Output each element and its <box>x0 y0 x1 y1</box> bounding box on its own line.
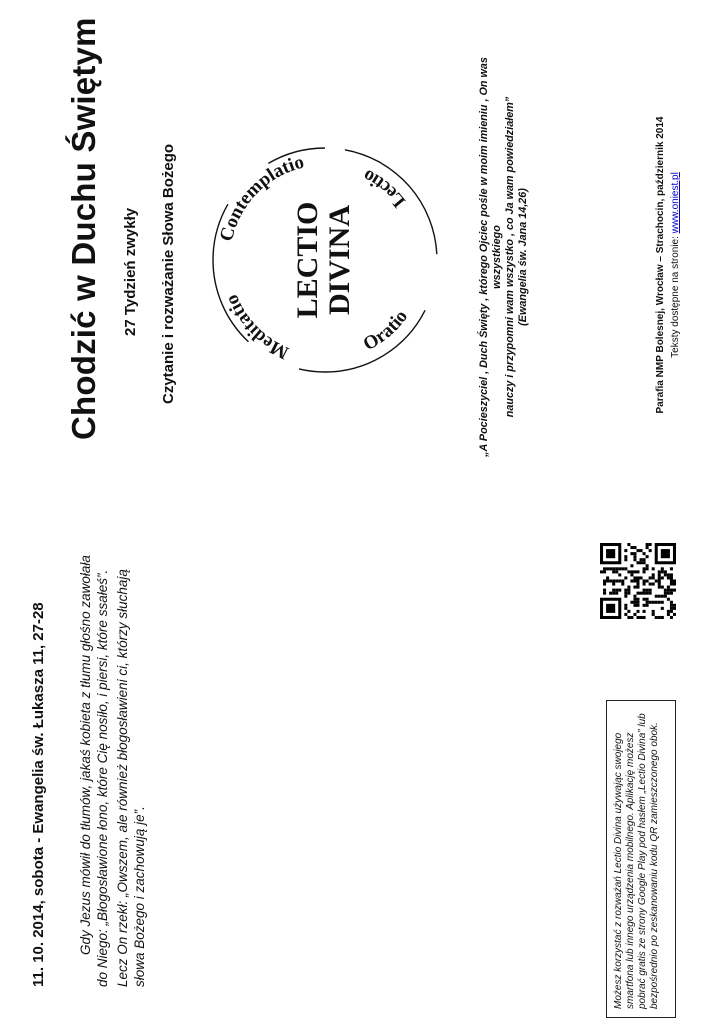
qr-module <box>670 592 673 595</box>
qr-module <box>658 579 661 582</box>
qr-module <box>630 570 633 573</box>
qr-module <box>658 601 661 604</box>
qr-module <box>633 570 636 573</box>
qr-module <box>624 549 627 552</box>
qr-module <box>624 604 627 607</box>
qr-module <box>652 576 655 579</box>
qr-module <box>661 607 664 610</box>
qr-module <box>673 589 676 592</box>
qr-module <box>627 589 630 592</box>
qr-module <box>652 573 655 576</box>
qr-module <box>673 613 676 616</box>
qr-module <box>606 604 615 613</box>
qr-module <box>600 570 603 573</box>
qr-module <box>670 589 673 592</box>
qr-module <box>658 573 661 576</box>
qr-module <box>618 567 621 570</box>
qr-module <box>670 601 673 604</box>
qr-module <box>646 567 649 570</box>
qr-module <box>630 564 633 567</box>
qr-module <box>636 583 639 586</box>
qr-module <box>655 601 658 604</box>
qr-module <box>627 570 630 573</box>
logo-center-lectio: LECTIO <box>291 201 324 319</box>
qr-module <box>636 576 639 579</box>
qr-module <box>670 610 673 613</box>
qr-module <box>667 598 670 601</box>
qr-module <box>643 583 646 586</box>
qr-module <box>612 583 615 586</box>
qr-module <box>643 579 646 582</box>
qr-module <box>633 613 636 616</box>
qr-module <box>633 604 636 607</box>
qr-module <box>627 543 630 546</box>
website-info <box>670 105 681 425</box>
qr-module <box>636 592 639 595</box>
qr-module <box>658 576 661 579</box>
qr-module <box>670 616 673 619</box>
qr-module <box>609 567 612 570</box>
qr-module <box>667 592 670 595</box>
qr-module <box>627 586 630 589</box>
qr-module <box>652 613 655 616</box>
qr-module <box>649 549 652 552</box>
qr-module <box>606 576 609 579</box>
qr-module <box>612 592 615 595</box>
qr-module <box>643 561 646 564</box>
qr-module <box>633 579 636 582</box>
qr-module <box>670 576 673 579</box>
qr-module <box>664 595 667 598</box>
quote-line-1: „A Pocieszyciel , Duch Święty , którego Ojciec pośle w moim imieniu , On was wszystkiego <box>478 57 503 457</box>
qr-module <box>649 543 652 546</box>
qr-module <box>621 583 624 586</box>
qr-module <box>606 579 609 582</box>
qr-module <box>633 601 636 604</box>
qr-module <box>646 579 649 582</box>
qr-module <box>633 595 636 598</box>
qr-module <box>655 595 658 598</box>
qr-module <box>640 558 643 561</box>
qr-module <box>643 570 646 573</box>
qr-module <box>673 583 676 586</box>
qr-module <box>646 555 649 558</box>
qr-module <box>661 570 664 573</box>
qr-module <box>624 613 627 616</box>
qr-module <box>627 592 630 595</box>
qr-module <box>670 567 673 570</box>
qr-module <box>661 601 664 604</box>
qr-module <box>636 610 639 613</box>
qr-module <box>624 589 627 592</box>
subtitle: Czytanie i rozważanie Słowa Bożego <box>160 143 177 404</box>
qr-module <box>612 567 615 570</box>
qr-module <box>630 601 633 604</box>
qr-module <box>603 583 606 586</box>
qr-module <box>603 567 606 570</box>
qr-module <box>646 604 649 607</box>
qr-module <box>624 595 627 598</box>
qr-module <box>643 598 646 601</box>
qr-module <box>615 589 618 592</box>
qr-module <box>633 586 636 589</box>
qr-module <box>658 595 661 598</box>
qr-module <box>646 598 649 601</box>
qr-module <box>664 573 667 576</box>
qr-module <box>624 576 627 579</box>
qr-code[interactable] <box>600 543 676 619</box>
qr-module <box>670 607 673 610</box>
qr-module <box>658 616 661 619</box>
qr-module <box>667 586 670 589</box>
qr-module <box>643 610 646 613</box>
qr-module <box>627 616 630 619</box>
logo-word-oratio: Oratio <box>359 306 413 356</box>
qr-module <box>658 570 661 573</box>
qr-module <box>630 552 633 555</box>
qr-module <box>633 552 636 555</box>
qr-module <box>643 604 646 607</box>
qr-module <box>673 579 676 582</box>
qr-module <box>630 546 633 549</box>
scripture-quote <box>478 32 530 482</box>
qr-module <box>661 576 664 579</box>
qr-module <box>636 579 639 582</box>
qr-module <box>655 579 658 582</box>
qr-module <box>618 573 621 576</box>
qr-module <box>636 570 639 573</box>
qr-module <box>661 616 664 619</box>
qr-module <box>667 613 670 616</box>
qr-module <box>603 570 606 573</box>
qr-module <box>643 592 646 595</box>
qr-module <box>624 607 627 610</box>
qr-module <box>658 586 661 589</box>
qr-module <box>624 567 627 570</box>
gospel-text <box>77 547 148 987</box>
qr-module <box>661 549 670 558</box>
qr-module <box>618 579 621 582</box>
qr-module <box>658 583 661 586</box>
qr-module <box>633 546 636 549</box>
qr-module <box>667 573 670 576</box>
qr-module <box>673 607 676 610</box>
qr-module <box>603 589 606 592</box>
qr-module <box>673 604 676 607</box>
qr-module <box>627 610 630 613</box>
qr-module <box>633 576 636 579</box>
qr-module <box>643 589 646 592</box>
qr-module <box>643 567 646 570</box>
qr-module <box>643 616 646 619</box>
qr-module <box>646 601 649 604</box>
qr-module <box>649 592 652 595</box>
qr-module <box>630 579 633 582</box>
gospel-paragraph-2: Lecz On rzekł: „Owszem, ale również błogosławieni ci, którzy słuchają słowa Bożego i zachowują je”. <box>115 569 147 987</box>
qr-module <box>640 549 643 552</box>
qr-module <box>652 567 655 570</box>
qr-module <box>670 583 673 586</box>
qr-module <box>636 549 639 552</box>
qr-module <box>670 604 673 607</box>
qr-module <box>612 570 615 573</box>
qr-module <box>652 610 655 613</box>
qr-module <box>640 561 643 564</box>
qr-module <box>670 579 673 582</box>
qr-module <box>615 592 618 595</box>
qr-module <box>652 601 655 604</box>
qr-module <box>646 564 649 567</box>
qr-module <box>621 579 624 582</box>
lectio-divina-logo <box>200 130 450 390</box>
qr-module <box>636 616 639 619</box>
qr-module <box>633 555 636 558</box>
qr-module <box>618 589 621 592</box>
qr-module <box>661 567 664 570</box>
qr-module <box>630 616 633 619</box>
logo-word-contemplatio: Contemplatio <box>215 151 307 244</box>
qr-module <box>606 549 615 558</box>
qr-module <box>655 616 658 619</box>
logo-center-divina: DIVINA <box>323 204 356 316</box>
qr-module <box>609 579 612 582</box>
qr-module <box>649 601 652 604</box>
qr-module <box>640 592 643 595</box>
qr-module <box>646 546 649 549</box>
qr-module <box>603 579 606 582</box>
website-label: Teksty dostępne na stronie: <box>670 236 681 358</box>
qr-module <box>624 592 627 595</box>
qr-module <box>646 543 649 546</box>
qr-module <box>624 558 627 561</box>
qr-module <box>612 589 615 592</box>
parish-info: Parafia NMP Bolesnej, Wrocław – Strachocin, październik 2014 <box>655 116 666 414</box>
reading-date-heading: 11. 10. 2014, sobota - Ewangelia św. Łukasza 11, 27-28 <box>30 602 47 987</box>
app-info-text: Możesz korzystać z rozważań Lectio Divina używając swojego smartfona lub innego urządzenia mobilnego. Aplikację możesz pobrać gratis ze strony Google Play pod hasłem „Lectio Divina” lub bezpośrednio po zeskanowaniu kodu QR zamieszczonego obok. <box>613 713 660 1009</box>
qr-module <box>636 601 639 604</box>
qr-module <box>649 576 652 579</box>
qr-module <box>615 570 618 573</box>
qr-module <box>646 589 649 592</box>
page-title: Chodzić w Duchu Świętym <box>65 17 102 440</box>
qr-module <box>661 586 664 589</box>
qr-module <box>615 567 618 570</box>
quote-source: (Ewangelia św. Jana 14,26) <box>517 188 529 326</box>
logo-word-lectio: Lectio <box>359 164 410 212</box>
qr-module <box>667 576 670 579</box>
qr-module <box>636 598 639 601</box>
logo-word-meditatio: Meditatio <box>221 291 293 363</box>
qr-module <box>649 589 652 592</box>
qr-module <box>633 558 636 561</box>
qr-module <box>609 592 612 595</box>
quote-line-2: nauczy i przypomni wam wszystko , co Ja wam powiedziałem” <box>504 96 516 418</box>
qr-module <box>661 595 664 598</box>
qr-module <box>640 576 643 579</box>
qr-module <box>606 567 609 570</box>
qr-module <box>664 589 667 592</box>
qr-module <box>640 616 643 619</box>
app-info-box <box>606 700 676 1018</box>
qr-module <box>621 567 624 570</box>
qr-module <box>643 552 646 555</box>
qr-module <box>633 598 636 601</box>
qr-module <box>649 583 652 586</box>
qr-module <box>603 592 606 595</box>
qr-module <box>664 592 667 595</box>
qr-module <box>636 604 639 607</box>
qr-module <box>636 586 639 589</box>
qr-module <box>615 579 618 582</box>
qr-module <box>646 592 649 595</box>
qr-module <box>630 573 633 576</box>
qr-module <box>636 561 639 564</box>
qr-module <box>612 579 615 582</box>
qr-module <box>643 558 646 561</box>
qr-module <box>667 589 670 592</box>
gospel-paragraph-1: Gdy Jezus mówił do tłumów, jakaś kobieta z tłumu głośno zawołała do Niego: „Błogosławione łono, które Cię nosiło, i piersi, które ssałeś”. <box>78 555 110 987</box>
qr-module <box>624 555 627 558</box>
qr-module <box>664 570 667 573</box>
qr-module <box>652 583 655 586</box>
website-link[interactable]: www.oniest.pl <box>670 172 681 234</box>
qr-module <box>667 610 670 613</box>
qr-module <box>670 573 673 576</box>
week-label: 27 Tydzień zwykły <box>122 207 139 336</box>
